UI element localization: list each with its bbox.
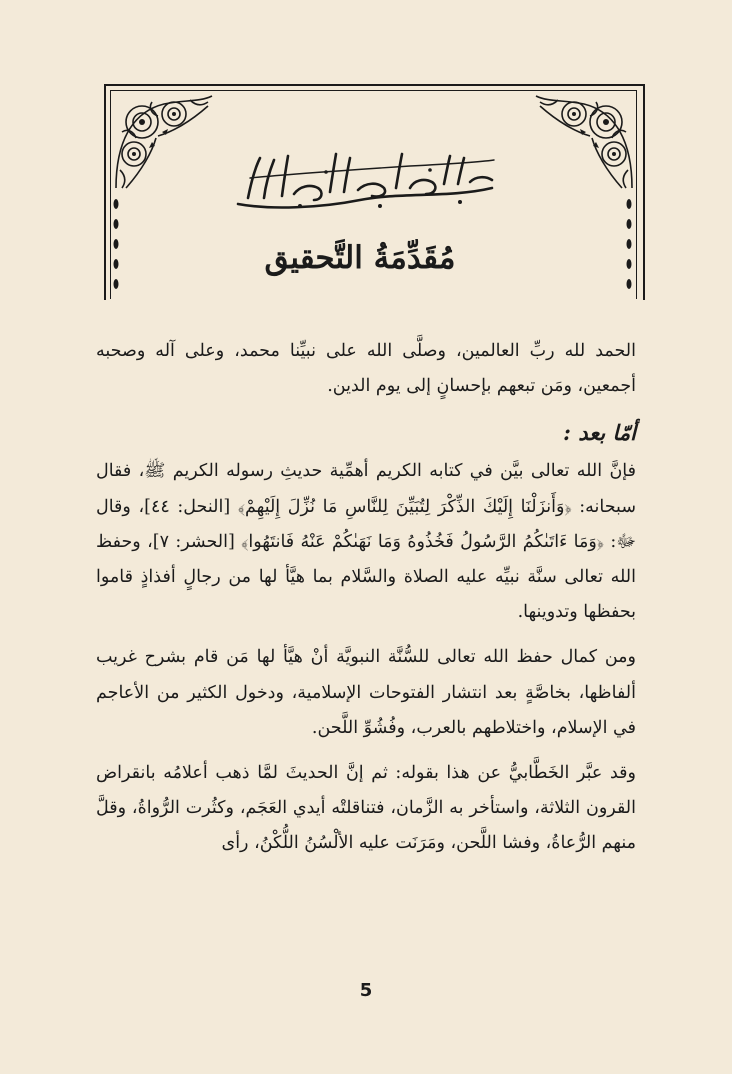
- paragraph-khattabi: وقد عبَّر الخَطَّابيُّ عن هذا بقوله: ثم إنَّ الحديثَ لمَّا ذهب أعلامُه بانقراض القرون الثلاثة، واستأخر به الزَّمان، فتناقلتْه أيدي العَجَم، وكثُرت الرُّواةُ، وقلَّ منهم الرُّعاةُ، وفشا اللَّحن، ومَرَنَت عليه الألْسُنُ اللُّكْنُ، رأى: [96, 763, 636, 854]
- amma-badu-heading: أمّا بعد :: [563, 420, 636, 445]
- side-ornament-right: [625, 196, 633, 296]
- page-number: 5: [359, 980, 373, 1001]
- paragraph-praise: الحمد لله ربِّ العالمين، وصلَّى الله على نبيِّنا محمد، وعلى آله وصحبه أجمعين، ومَن تبعهم بإحسانٍ إلى يوم الدين.: [96, 341, 636, 397]
- paragraph-hadith-importance: فإنَّ الله تعالى بيَّن في كتابه الكريم أهمِّية حديثِ رسوله الكريم ﷺ، فقال سبحانه: ﴿وَأَنزَلْنَا إِلَيْكَ الذِّكْرَ لِتُبَيِّنَ لِلنَّاسِ مَا نُزِّلَ إِلَيْهِمْ﴾ [النحل: ٤٤]، وقال ﷻ: ﴿وَمَا ءَاتَىٰكُمُ الرَّسُولُ فَخُذُوهُ وَمَا نَهَىٰكُمْ عَنْهُ فَانتَهُوا﴾ [الحشر: ٧]، وحفظ الله تعالى سنَّة نبيِّه عليه الصلاة والسَّلام بما هيَّأ لها من رجالٍ أفذاذٍ قاموا بحفظها وتدوينها.: [96, 461, 636, 623]
- corner-ornament-right: [532, 92, 636, 192]
- page-title: مُقَدِّمَةُ التَّحقيق: [264, 240, 456, 276]
- side-ornament-left: [112, 196, 120, 296]
- corner-ornament-left: [112, 92, 216, 192]
- basmala-calligraphy: [230, 148, 500, 214]
- paragraph-gharib: ومن كمال حفظ الله تعالى للسُّنَّة النبويَّة أنْ هيَّأ لها مَن قام بشرح غريب ألفاظها، بخاصَّةٍ بعد انتشار الفتوحات الإسلامية، ودخول الكثير من الأعاجم في الإسلام، واختلاطهم بالعرب، وفُشُوِّ اللَّحن.: [96, 647, 636, 738]
- body-text: [96, 334, 636, 862]
